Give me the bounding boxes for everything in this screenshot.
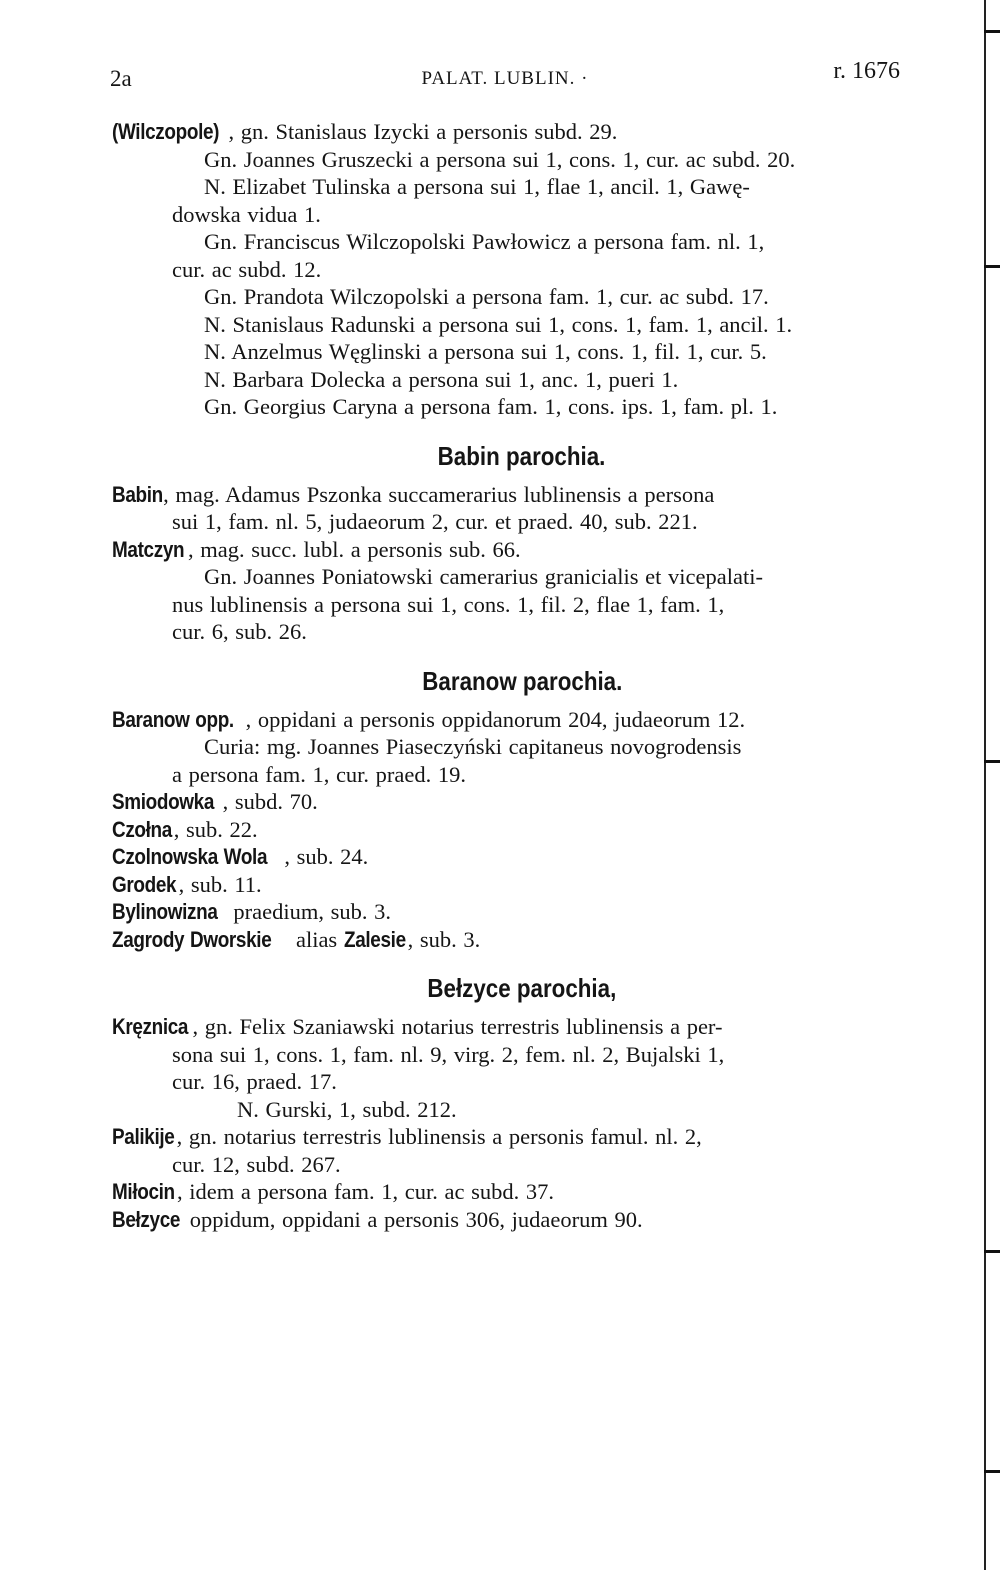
- entry-line: [112, 481, 912, 509]
- text-line: [112, 173, 912, 201]
- place-name: Babin: [112, 481, 163, 507]
- line-text: , mag. succ. lubl. a personis sub. 66.: [188, 536, 521, 562]
- line-text: sona sui 1, cons. 1, fam. nl. 9, virg. 2, fem. nl. 2, Bujalski 1,: [172, 1041, 725, 1067]
- text-line: [112, 338, 912, 366]
- line-text: N. Stanislaus Radunski a persona sui 1, cons. 1, fam. 1, ancil. 1.: [204, 311, 793, 337]
- section-heading: [112, 963, 912, 1013]
- text-line: [112, 1096, 912, 1124]
- place-name: Miłocin: [112, 1179, 175, 1204]
- entry-line: [112, 926, 912, 954]
- text-line: [112, 591, 912, 619]
- entry-line: [112, 788, 912, 816]
- entry-line: [112, 816, 912, 844]
- document-body: [112, 118, 912, 1233]
- line-text: cur. ac subd. 12.: [172, 256, 322, 282]
- text-line: [112, 146, 912, 174]
- place-name: (Wilczopole): [112, 119, 220, 144]
- entry-line: [112, 843, 912, 871]
- section-heading-text: Bełzyce parochia,: [427, 973, 617, 1003]
- entry-line: [112, 1178, 912, 1206]
- line-text: , gn. notarius terrestris lublinensis a personis famul. nl. 2,: [176, 1124, 702, 1149]
- running-title: PALAT. LUBLIN. ·: [421, 68, 589, 89]
- binding-mark: [984, 265, 1000, 268]
- line-text: sui 1, fam. nl. 5, judaeorum 2, cur. et praed. 40, sub. 221.: [172, 509, 698, 534]
- place-name: Smiodowka: [112, 789, 215, 814]
- place-name: Grodek: [112, 871, 177, 897]
- line-text: , gn. Felix Szaniawski notarius terrestris lublinensis a per-: [192, 1014, 723, 1039]
- line-text: Gn. Georgius Caryna a persona fam. 1, cons. ips. 1, fam. pl. 1.: [204, 394, 778, 419]
- text-line: [112, 201, 912, 229]
- spacer: [112, 953, 912, 963]
- entry-line: [112, 871, 912, 899]
- place-name: Czolnowska Wola: [112, 844, 268, 869]
- line-text: , subd. 70.: [222, 789, 318, 814]
- line-text: oppidum, oppidani a personis 306, judaeorum 90.: [183, 1206, 643, 1232]
- entry-line: [112, 536, 912, 564]
- text-line: [112, 228, 912, 256]
- entry-line: [112, 1206, 912, 1234]
- line-text: Gn. Prandota Wilczopolski a persona fam. 1, cur. ac subd. 17.: [204, 284, 769, 309]
- entry-line: [112, 1123, 912, 1151]
- line-text: N. Elizabet Tulinska a persona sui 1, flae 1, ancil. 1, Gawę-: [204, 174, 750, 199]
- line-text: cur. 12, subd. 267.: [172, 1151, 341, 1177]
- year-label: r. 1676: [833, 58, 900, 84]
- place-name: Kręznica: [112, 1014, 189, 1039]
- line-text: , sub. 11.: [178, 871, 262, 897]
- line-text: cur. 16, praed. 17.: [172, 1069, 337, 1094]
- text-line: [112, 733, 912, 761]
- text-line: [112, 1068, 912, 1096]
- spacer: [112, 646, 912, 656]
- place-name: Bełzyce: [112, 1206, 181, 1232]
- text-line: [112, 563, 912, 591]
- line-text: , sub. 3.: [407, 926, 481, 952]
- text-line: [112, 508, 912, 536]
- binding-mark: [984, 760, 1000, 763]
- line-text: Curia: mg. Joannes Piaseczyński capitaneus novogrodensis: [204, 734, 742, 759]
- line-text: nus lublinensis a persona sui 1, cons. 1, fil. 2, flae 1, fam. 1,: [172, 591, 725, 617]
- line-text: N. Gurski, 1, subd. 212.: [237, 1096, 457, 1122]
- line-text: , mag. Adamus Pszonka succamerarius lublinensis a persona: [163, 481, 715, 507]
- binding-mark: [984, 1470, 1000, 1473]
- line-text: , sub. 22.: [173, 816, 258, 842]
- line-text: , oppidani a personis oppidanorum 204, judaeorum 12.: [245, 706, 746, 732]
- section-heading: [112, 431, 912, 481]
- entry-line: [112, 898, 912, 926]
- binding-mark: [984, 1250, 1000, 1253]
- line-text: Gn. Joannes Gruszecki a persona sui 1, cons. 1, cur. ac subd. 20.: [204, 146, 796, 172]
- section-heading-text: Baranow parochia.: [421, 665, 623, 696]
- page-header: [110, 58, 900, 98]
- entry-line: [112, 1013, 912, 1041]
- text-line: [112, 283, 912, 311]
- line-text: , gn. Stanislaus Izycki a personis subd. 29.: [228, 119, 618, 144]
- line-text: praedium, sub. 3.: [226, 899, 391, 924]
- place-name: Baranow opp.: [112, 706, 234, 732]
- text-line: [112, 311, 912, 339]
- line-text: dowska vidua 1.: [172, 201, 321, 227]
- entry-line: [112, 118, 912, 146]
- line-text: N. Anzelmus Węglinski a persona sui 1, cons. 1, fil. 1, cur. 5.: [204, 339, 767, 364]
- place-name: Palikije: [112, 1124, 175, 1149]
- text-line: [112, 618, 912, 646]
- line-text: , sub. 24.: [284, 844, 369, 869]
- entry-line: [112, 706, 912, 734]
- section-heading-text: Babin parochia.: [438, 440, 606, 471]
- line-text: N. Barbara Dolecka a persona sui 1, anc. 1, pueri 1.: [204, 366, 679, 392]
- text-line: [112, 1151, 912, 1179]
- place-name: Zagrody Dworskie: [112, 926, 272, 952]
- page-number: 2a: [110, 66, 132, 91]
- place-name: Czołna: [112, 816, 172, 842]
- line-text: Gn. Joannes Poniatowski camerarius granicialis et vicepalati-: [204, 564, 763, 589]
- spacer: [112, 421, 912, 431]
- place-name: Zalesie: [343, 926, 406, 952]
- line-text: cur. 6, sub. 26.: [172, 619, 307, 644]
- text-line: [112, 366, 912, 394]
- text-line: [112, 393, 912, 421]
- line-text: Gn. Franciscus Wilczopolski Pawłowicz a persona fam. nl. 1,: [204, 229, 765, 254]
- line-text: , idem a persona fam. 1, cur. ac subd. 37.: [176, 1179, 555, 1204]
- line-text: alias: [289, 926, 344, 952]
- binding-mark: [984, 30, 1000, 33]
- section-heading: [112, 656, 912, 706]
- text-line: [112, 1041, 912, 1069]
- place-name: Bylinowizna: [112, 899, 218, 924]
- text-line: [112, 256, 912, 284]
- text-line: [112, 761, 912, 789]
- page-edge-binding: [984, 0, 1000, 1570]
- place-name: Matczyn: [112, 536, 185, 562]
- line-text: a persona fam. 1, cur. praed. 19.: [172, 761, 467, 787]
